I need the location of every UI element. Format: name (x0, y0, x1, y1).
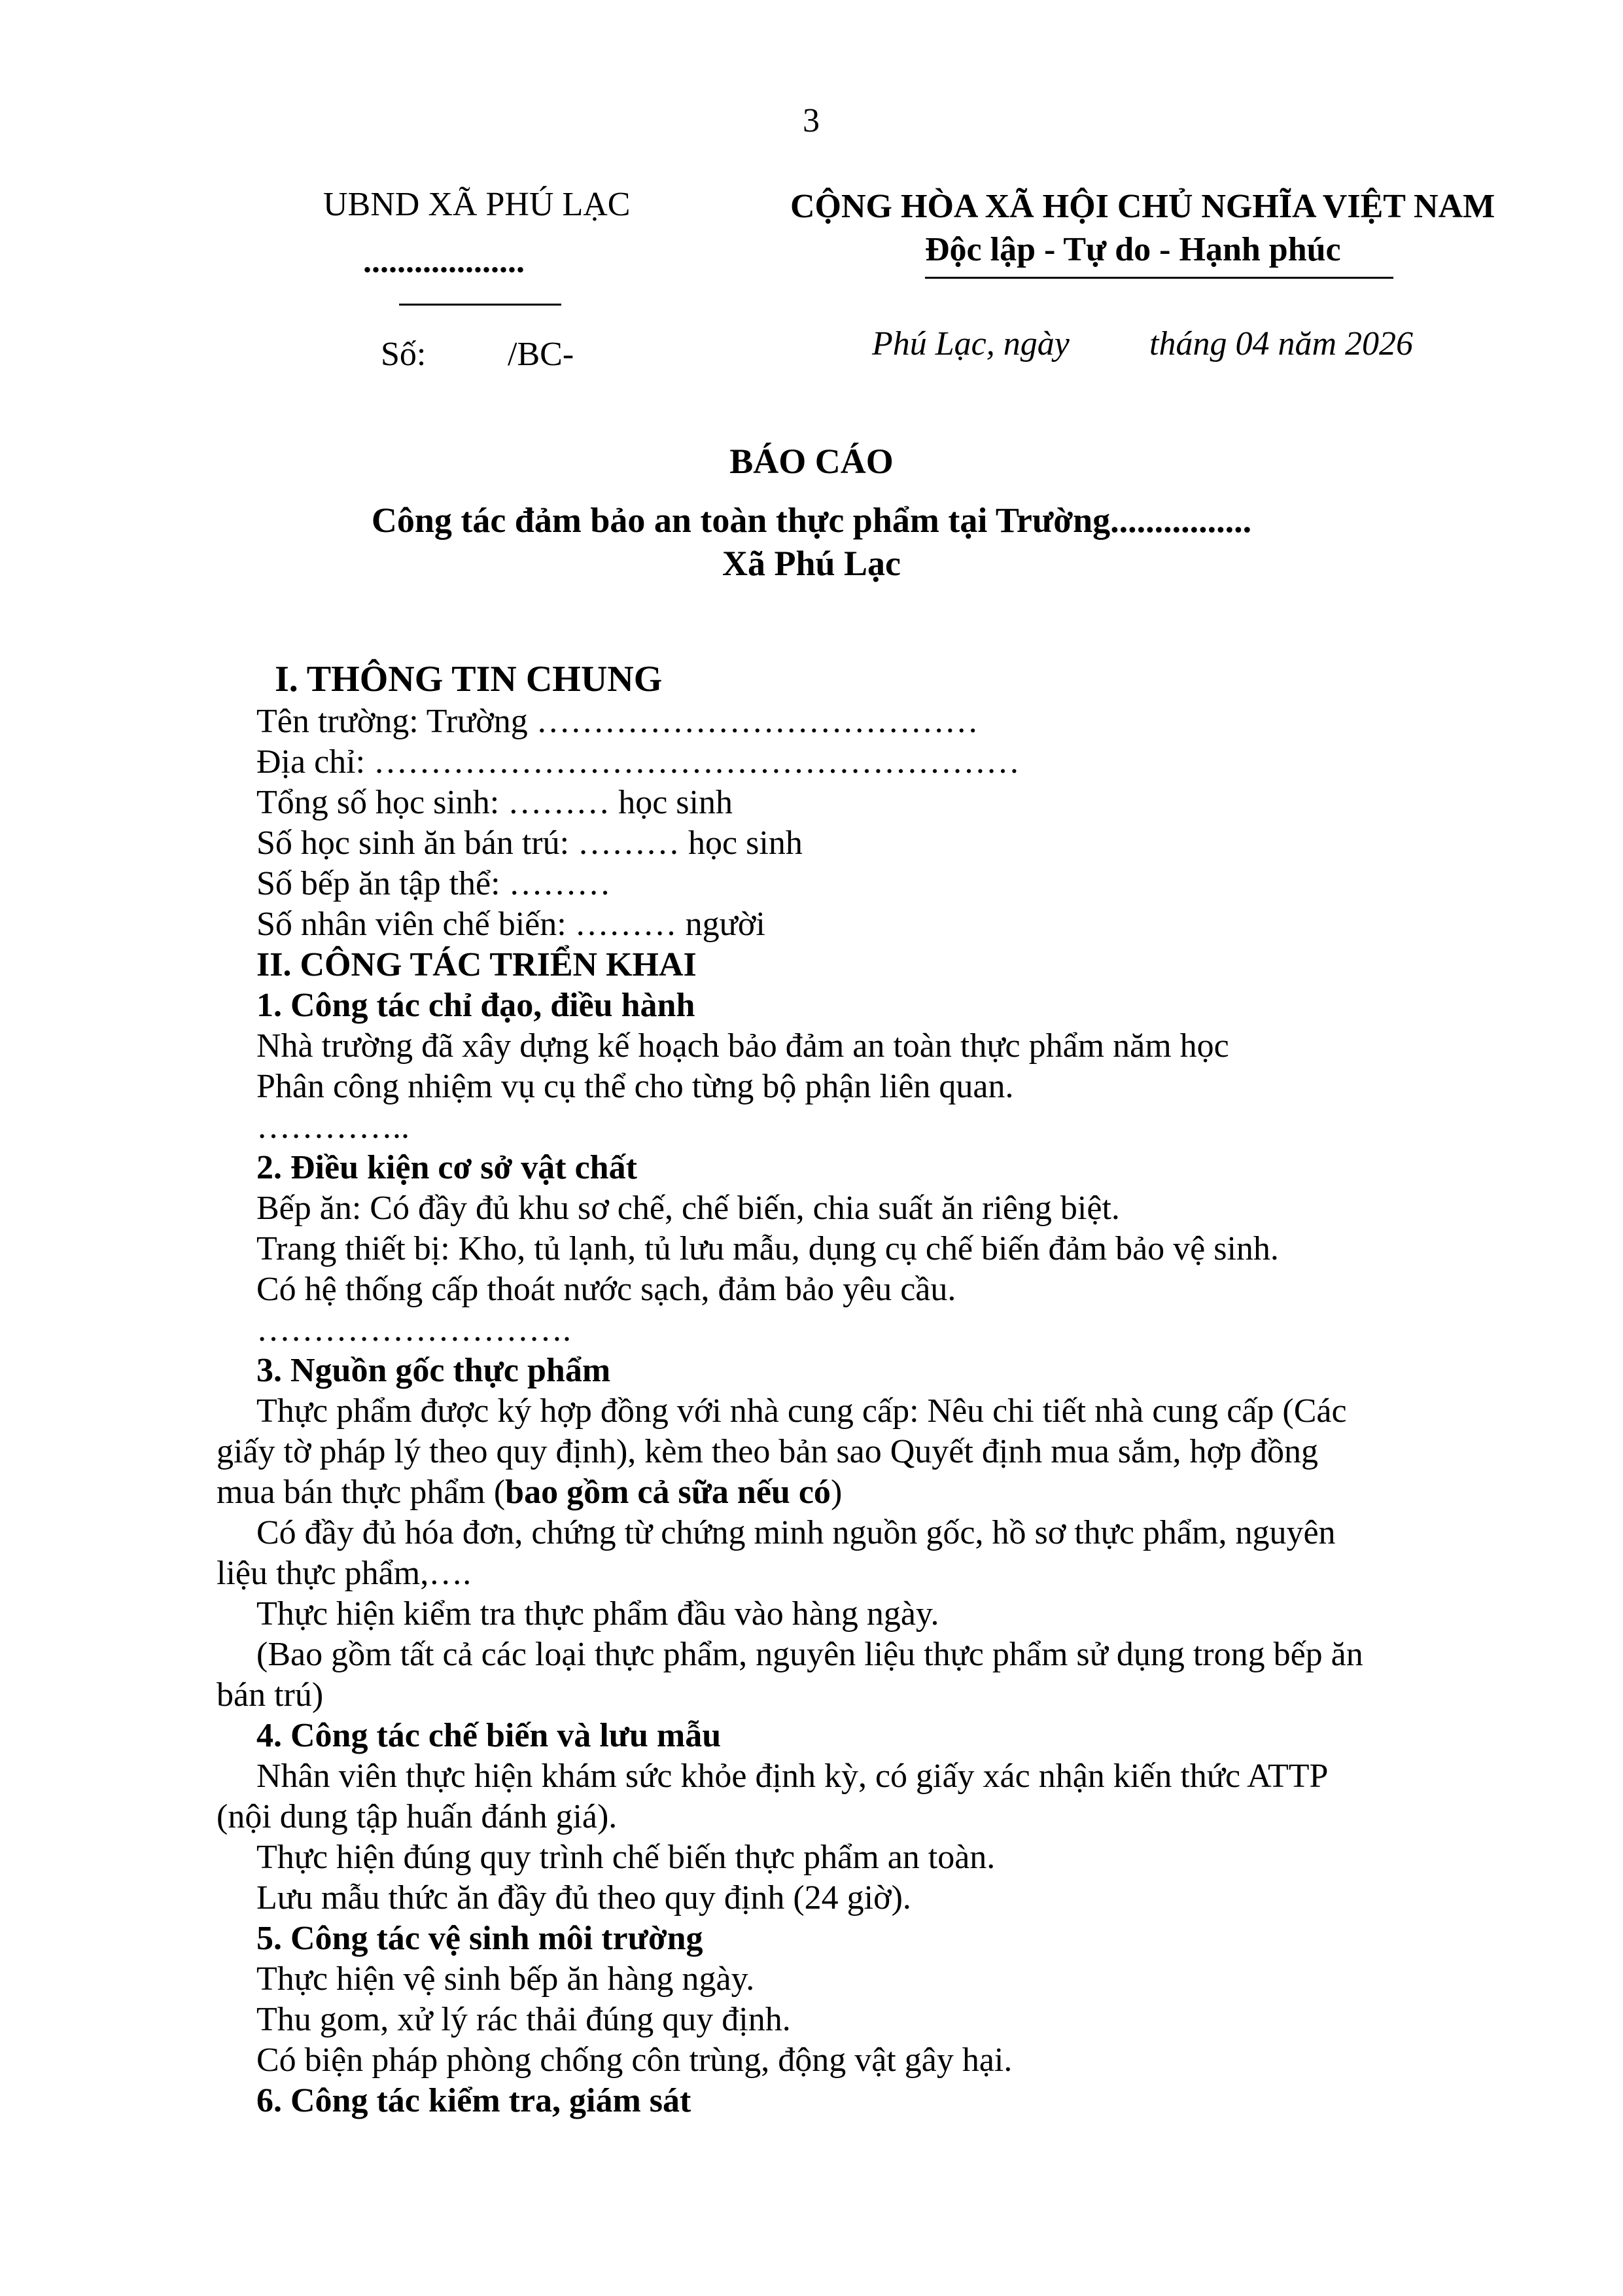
doc-number-label: Số: (381, 336, 427, 373)
s3-p2-line-2: liệu thực phẩm,…. (217, 1555, 472, 1592)
s2-title: 2. Điều kiện cơ sở vật chất (256, 1149, 637, 1186)
s1-line-2: Phân công nhiệm vụ cụ thể cho từng bộ phận liên quan. (256, 1068, 1014, 1105)
s3-p1-line-3-bold: bao gồm cả sữa nếu có (505, 1474, 831, 1511)
kitchen-count: Số bếp ăn tập thể: ……… (256, 865, 611, 902)
s2-line-2: Trang thiết bị: Kho, tủ lạnh, tủ lưu mẫu, dụng cụ chế biến đảm bảo vệ sinh. (256, 1230, 1279, 1267)
motto-underline (925, 277, 1393, 279)
left-header-rule (399, 304, 561, 306)
s3-p1-line-3-c: ) (830, 1474, 843, 1511)
report-type: BÁO CÁO (729, 442, 894, 481)
s2-line-1: Bếp ăn: Có đầy đủ khu sơ chế, chế biến, chia suất ăn riêng biệt. (256, 1190, 1120, 1227)
s3-p1-line-3-a: mua bán thực phẩm ( (217, 1474, 506, 1511)
page-number: 3 (803, 102, 820, 139)
section-implementation-title: II. CÔNG TÁC TRIỂN KHAI (256, 946, 697, 983)
s1-title: 1. Công tác chỉ đạo, điều hành (256, 987, 695, 1024)
issuing-org: UBND XÃ PHÚ LẠC (323, 186, 631, 223)
boarding-students: Số học sinh ăn bán trú: ……… học sinh (256, 824, 803, 862)
s4-p1-line-2: (nội dung tập huấn đánh giá). (217, 1798, 618, 1835)
s4-title: 4. Công tác chế biến và lưu mẫu (256, 1717, 722, 1754)
report-subject: Công tác đảm bảo an toàn thực phẩm tại Trường................ (371, 501, 1252, 540)
s6-title: 6. Công tác kiểm tra, giám sát (256, 2082, 691, 2119)
s3-p4-line-1: (Bao gồm tất cả các loại thực phẩm, nguyên liệu thực phẩm sử dụng trong bếp ăn (256, 1636, 1363, 1673)
s3-p1-line-1: Thực phẩm được ký hợp đồng với nhà cung cấp: Nêu chi tiết nhà cung cấp (Các (256, 1392, 1347, 1430)
s3-p3: Thực hiện kiểm tra thực phẩm đầu vào hàng ngày. (256, 1595, 939, 1633)
school-address: Địa chỉ: ………………………………………………… (256, 743, 1021, 781)
s3-title: 3. Nguồn gốc thực phẩm (256, 1352, 611, 1389)
s1-line-3: ………….. (256, 1108, 410, 1146)
total-students: Tổng số học sinh: ……… học sinh (256, 784, 733, 821)
s3-p2-line-1: Có đầy đủ hóa đơn, chứng từ chứng minh nguồn gốc, hồ sơ thực phẩm, nguyên (256, 1514, 1336, 1551)
s5-title: 5. Công tác vệ sinh môi trường (256, 1920, 703, 1957)
unit-placeholder: ................... (363, 243, 525, 280)
s2-line-3: Có hệ thống cấp thoát nước sạch, đảm bảo yêu cầu. (256, 1271, 956, 1308)
s3-p4-line-2: bán trú) (217, 1676, 324, 1714)
s3-p1-line-2: giấy tờ pháp lý theo quy định), kèm theo bản sao Quyết định mua sắm, hợp đồng (217, 1433, 1319, 1470)
s1-line-1: Nhà trường đã xây dựng kế hoạch bảo đảm an toàn thực phẩm năm học (256, 1027, 1229, 1065)
section-general-info-title: I. THÔNG TIN CHUNG (275, 659, 663, 699)
s5-line-2: Thu gom, xử lý rác thải đúng quy định. (256, 2001, 791, 2038)
school-name: Tên trường: Trường ………………………………… (256, 703, 979, 740)
report-location: Xã Phú Lạc (722, 544, 901, 583)
s5-line-1: Thực hiện vệ sinh bếp ăn hàng ngày. (256, 1960, 755, 1998)
national-title: CỘNG HÒA XÃ HỘI CHỦ NGHĨA VIỆT NAM (790, 188, 1495, 225)
s4-p3: Lưu mẫu thức ăn đầy đủ theo quy định (24 giờ). (256, 1879, 911, 1916)
place-date-part2: tháng 04 năm 2026 (1149, 325, 1413, 362)
s4-p2: Thực hiện đúng quy trình chế biến thực phẩm an toàn. (256, 1839, 996, 1876)
place-date-part1: Phú Lạc, ngày (872, 325, 1070, 362)
s4-p1-line-1: Nhân viên thực hiện khám sức khỏe định kỳ, có giấy xác nhận kiến thức ATTP (256, 1757, 1329, 1795)
s2-line-4: ………………………. (256, 1311, 571, 1349)
doc-number-suffix: /BC- (508, 336, 574, 373)
kitchen-staff: Số nhân viên chế biến: ……… người (256, 906, 765, 943)
motto: Độc lập - Tự do - Hạnh phúc (925, 231, 1341, 268)
s3-p1-line-3 (217, 1472, 842, 1513)
s5-line-3: Có biện pháp phòng chống côn trùng, động vật gây hại. (256, 2041, 1013, 2079)
